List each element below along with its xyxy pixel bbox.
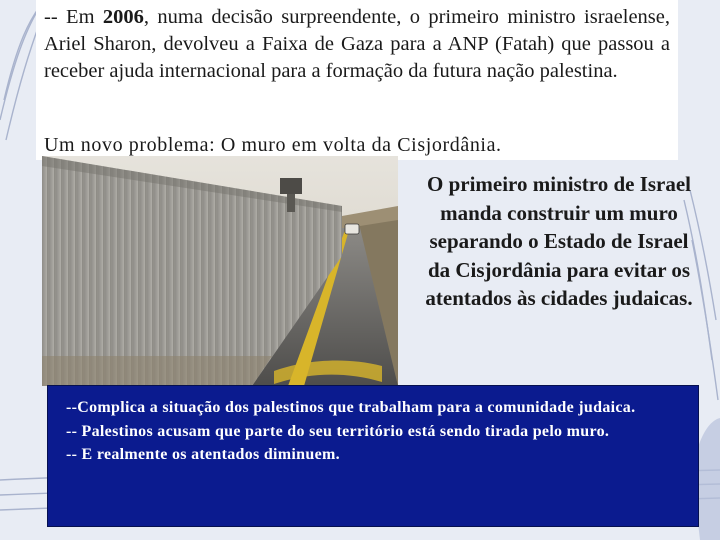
wall-photo: [42, 156, 398, 386]
consequence-item: -- E realmente os atentados diminuem.: [66, 446, 340, 463]
intro-text: , numa decisão surpreendente, o primeiro ministro israelense, Ariel Sharon, devolveu a Faixa de Gaza para a ANP (Fatah) que passou a receber ajuda internacional para a formação da futura nação palestina.: [44, 6, 670, 82]
wall-description: O primeiro ministro de Israel manda construir um muro separando o Estado de Israel da Cisjordânia para evitar os atentados às cidades judaicas.: [425, 172, 693, 310]
intro-year: 2006: [102, 6, 144, 28]
intro-paragraph: [44, 4, 670, 85]
consequences-list: [66, 396, 681, 467]
consequence-item: --Complica a situação dos palestinos que trabalham para a comunidade judaica.: [66, 399, 636, 416]
consequence-item: -- Palestinos acusam que parte do seu território está sendo tirada pelo muro.: [66, 422, 610, 440]
wall-road-illustration: [42, 156, 398, 386]
consequences-box: [47, 385, 699, 527]
section-subtitle: Um novo problema: O muro em volta da Cisjordânia.: [44, 134, 502, 156]
intro-lead: -- Em: [44, 6, 103, 28]
